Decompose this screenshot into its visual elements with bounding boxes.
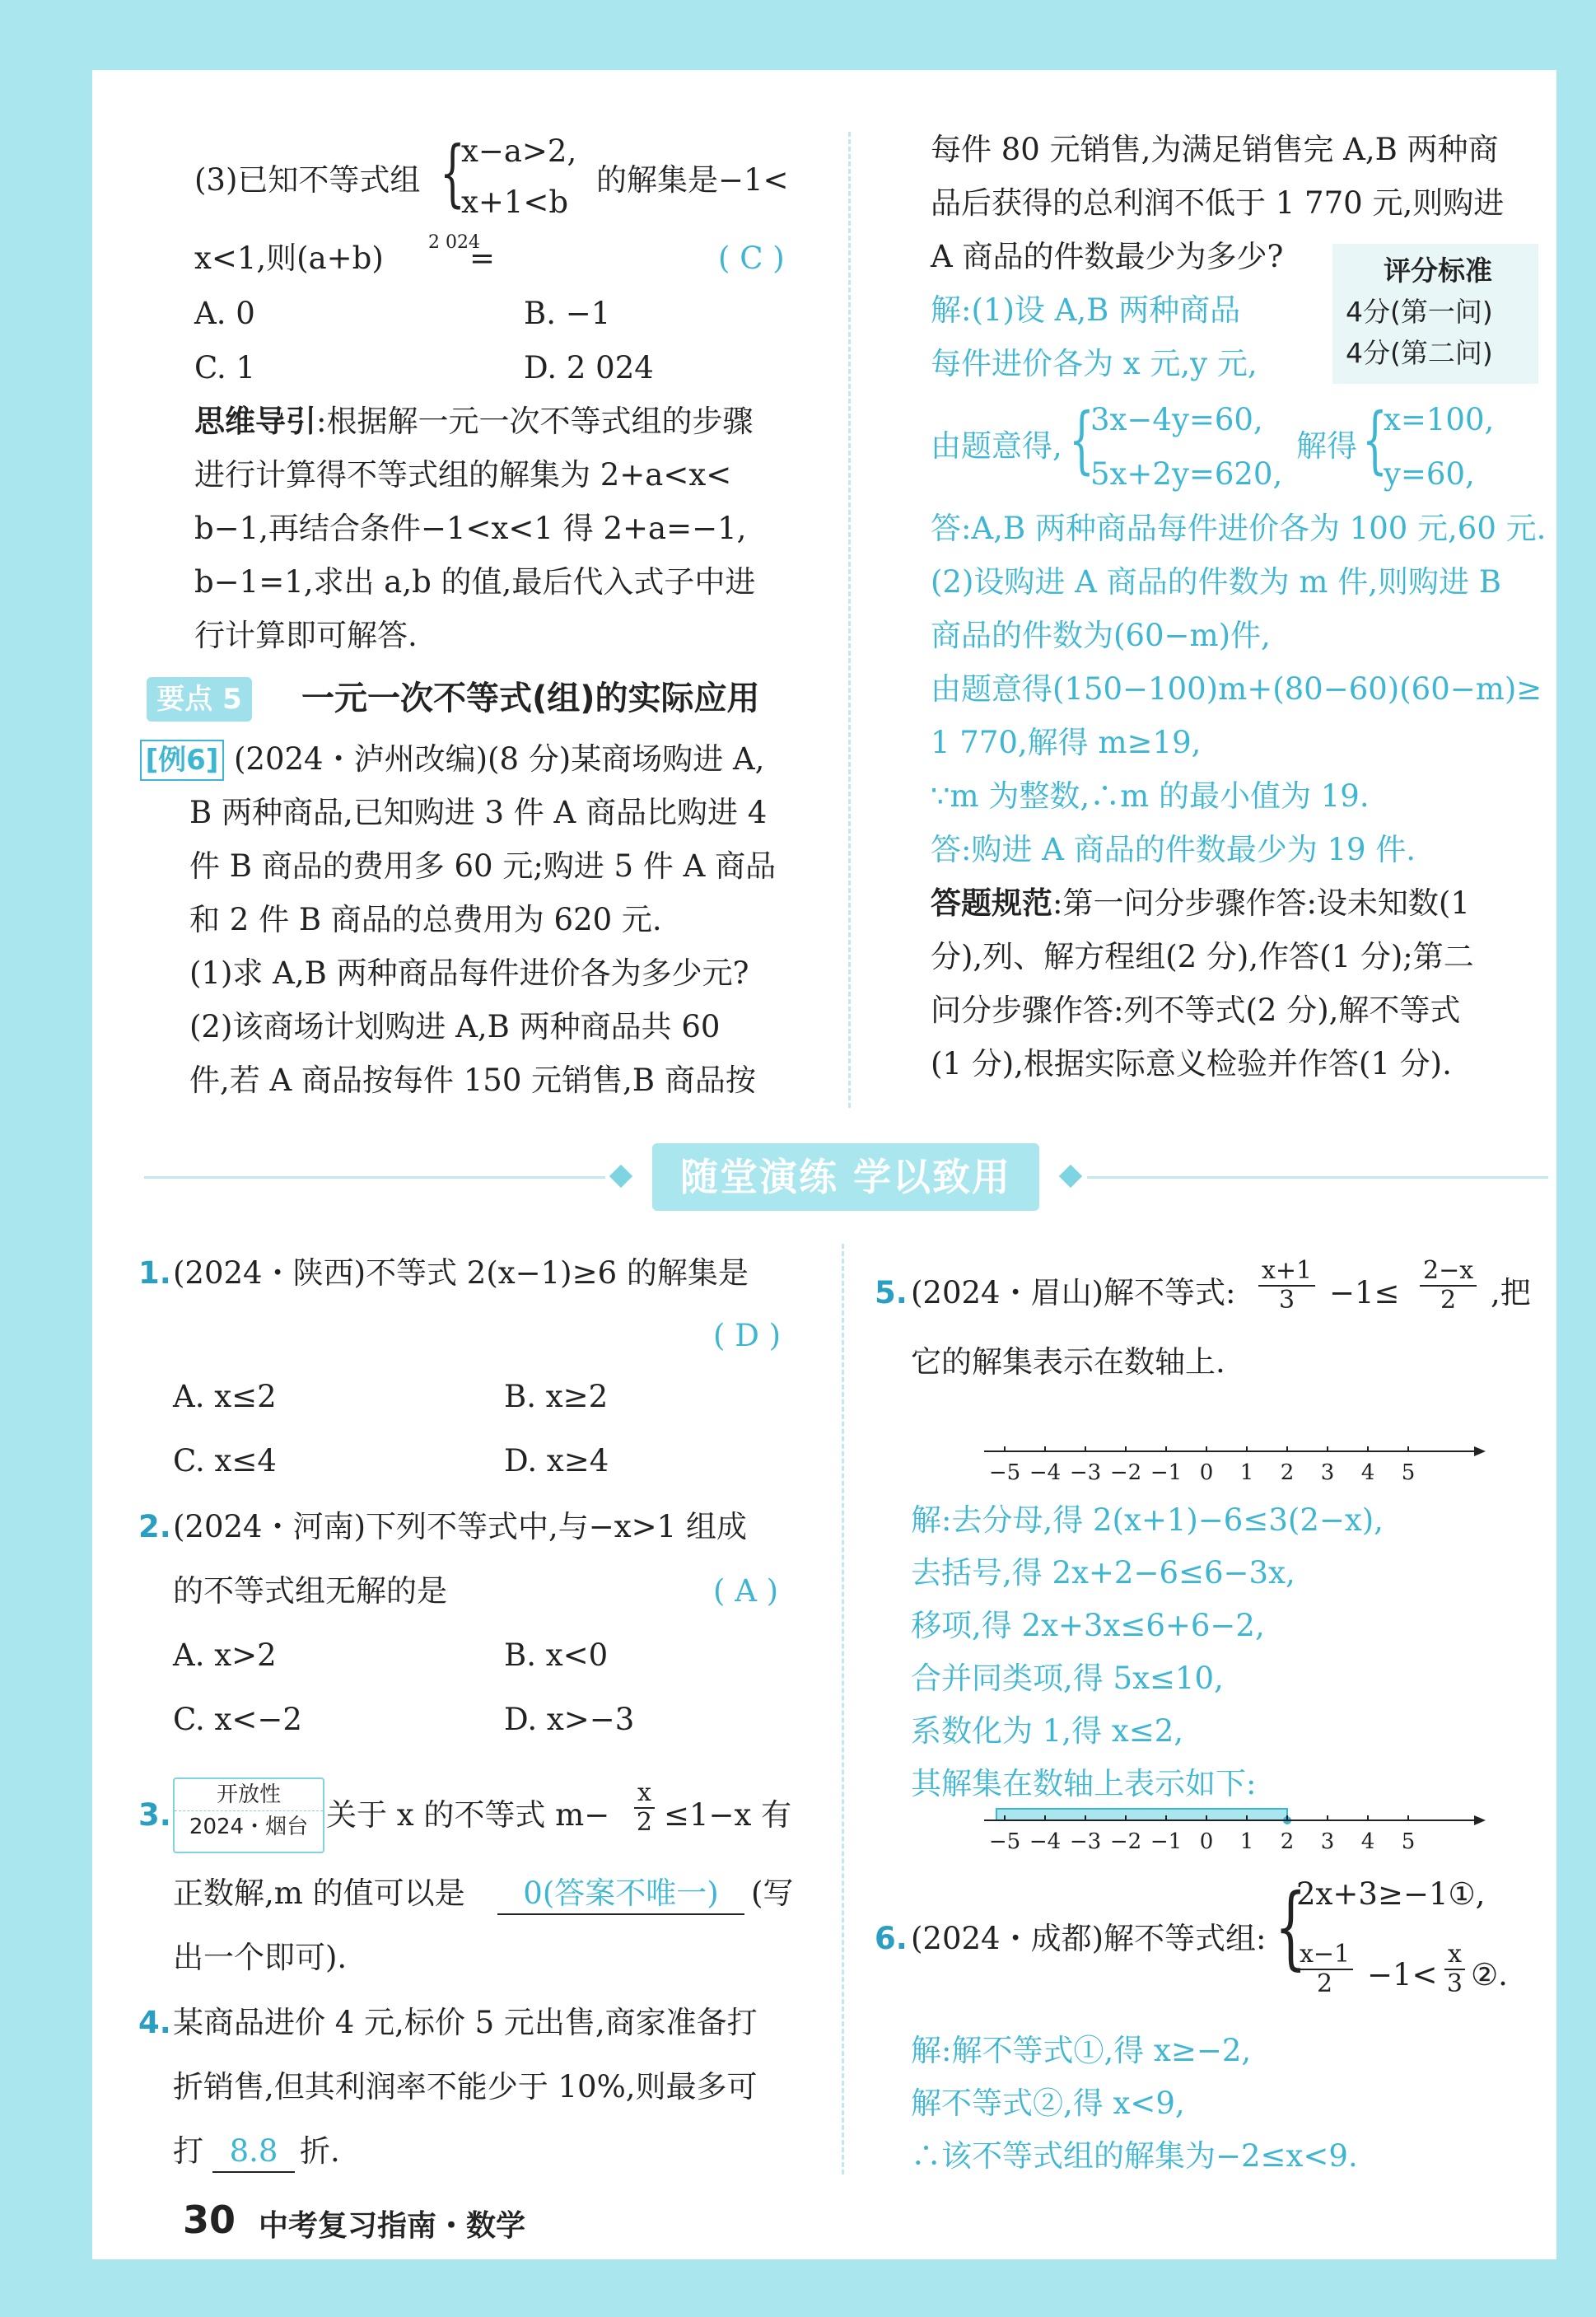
practice-banner: 随堂演练 学以致用 [652,1143,1039,1211]
example6-tag: [例6] [140,740,224,781]
q3-stem-a: (3)已知不等式组 [194,162,421,198]
ex6-line6: (2)该商场计划购进 A,B 两种商品共 60 [189,1009,721,1044]
ex6-line3: 件 B 商品的费用多 60 元;购进 5 件 A 商品 [189,848,777,884]
p1-answer: ( D ) [713,1318,782,1353]
score-item-1: 4分(第一问) [1346,296,1493,328]
axis-arrow [1474,1815,1486,1825]
p3-frac-num: x [634,1779,655,1809]
keypoint-badge: 要点 5 [147,677,252,722]
p6-stem: (2024・成都)解不等式组: [911,1921,1267,1956]
q3-option-b: B. −1 [524,296,611,331]
p2-option-b: B. x<0 [504,1637,609,1673]
guide-line5: 行计算即可解答. [194,618,418,653]
p3-line2-b: (写 [751,1876,794,1911]
norm-label: 答题规范 [931,885,1052,921]
guide-text-1: :根据解一元一次不等式组的步骤 [316,404,754,439]
p2-option-a: A. x>2 [173,1637,277,1673]
p2-option-c: C. x<−2 [173,1702,302,1737]
norm-line4: (1 分),根据实际意义检验并作答(1 分). [931,1046,1452,1081]
tick-label: −1 [1150,1460,1183,1485]
p5-f2-num: 2−x [1420,1257,1477,1287]
p1-option-c: C. x≤4 [173,1443,277,1478]
p2-stem2: 的不等式组无解的是 [173,1573,447,1609]
tick-label: 5 [1401,1460,1416,1485]
p5-sol-line3: 移项,得 2x+3x≤6+6−2, [911,1608,1265,1643]
norm-line2: 分),列、解方程组(2 分),作答(1 分);第二 [931,939,1474,974]
book-title: 中考复习指南・数学 [259,2209,526,2243]
p4-line3-a: 打 [173,2133,203,2169]
guide-line4: b−1=1,求出 a,b 的值,最后代入式子中进 [194,564,756,600]
p5-number-line-answer [980,1802,1507,1885]
p4-line1: 某商品进价 4 元,标价 5 元出售,商家准备打 [173,2005,758,2040]
page-number: 30 [183,2198,236,2242]
sol6-line8: ∵m 为整数,∴m 的最小值为 19. [931,778,1370,814]
p3-line3: 出一个即可). [173,1940,348,1975]
score-title: 评分标准 [1384,255,1492,287]
p5-number: 5. [875,1275,908,1310]
p3-tag-source: 2024・烟台 [175,1810,323,1843]
score-item-2: 4分(第二问) [1346,337,1493,369]
tick-label: 5 [1401,1829,1416,1854]
guide-line1 [194,402,753,441]
sol6-line4: (2)设购进 A 商品的件数为 m 件,则购进 B [931,564,1501,600]
sol6-eq1: 3x−4y=60, [1090,402,1263,437]
frame-right-border [1556,0,1596,2317]
p5-line2: 它的解集表示在数轴上. [911,1344,1225,1380]
p4-line2: 折销售,但其利润率不能少于 10%,则最多可 [173,2069,758,2104]
tick-label: −5 [988,1829,1021,1854]
p1-option-a: A. x≤2 [173,1379,277,1414]
p3-fraction [634,1779,655,1837]
q3-answer: ( C ) [718,241,785,276]
column-divider-bottom [842,1244,844,2175]
frame-left-border [0,0,92,2317]
tick-label: −4 [1029,1460,1062,1485]
tick-label: −5 [988,1460,1021,1485]
q3-stem-b: 的解集是−1< [596,162,789,198]
p5-fraction-2 [1420,1257,1477,1315]
column-divider-top [848,132,851,1108]
p6-sol-line2: 解不等式②,得 x<9, [911,2086,1185,2121]
p6-sol-line1: 解:解不等式①,得 x≥−2, [911,2033,1252,2068]
p6-sol-line3: ∴该不等式组的解集为−2≤x<9. [911,2138,1358,2174]
p6-fb-den: 3 [1446,1969,1463,1998]
frame-bottom-border [0,2259,1596,2317]
ex6-cont-line1: 每件 80 元销售,为满足销售完 A,B 两种商 [931,132,1499,167]
tick-label: 2 [1280,1460,1295,1485]
sol6-line1: 解:(1)设 A,B 两种商品 [931,292,1241,328]
p5-fraction-1 [1258,1257,1315,1315]
p5-f1-den: 3 [1279,1286,1295,1315]
p1-option-d: D. x≥4 [504,1443,609,1478]
solution-shading [996,1809,1287,1820]
p3-line2-a: 正数解,m 的值可以是 [173,1876,465,1911]
q3-brace: { [440,130,465,215]
frame-top-border [0,0,1596,70]
tick-label: −2 [1109,1460,1142,1485]
ex6-line7: 件,若 A 商品按每件 150 元销售,B 商品按 [189,1063,756,1098]
p3-number: 3. [138,1797,171,1833]
p5-sol-line1: 解:去分母,得 2(x+1)−6≤3(2−x), [911,1502,1384,1538]
keypoint-title: 一元一次不等式(组)的实际应用 [301,680,760,717]
ex6-line2: B 两种商品,已知购进 3 件 A 商品比购进 4 [189,795,768,830]
tick-label: 1 [1239,1829,1254,1854]
q3-system-line1: x−a>2, [461,133,577,169]
q3-stem-c: x<1,则(a+b) [194,241,384,276]
sol6-line5: 商品的件数为(60−m)件, [931,618,1271,653]
ex6-line5: (1)求 A,B 两种商品每件进价各为多少元? [189,955,749,991]
p5-stem-a: (2024・眉山)解不等式: [911,1275,1236,1310]
p5-sol-line2: 去括号,得 2x+2−6≤6−3x, [911,1555,1295,1591]
q3-option-a: A. 0 [194,296,255,331]
p5-sol-line4: 合并同类项,得 5x≤10, [911,1661,1224,1696]
tick-label: 0 [1199,1460,1214,1485]
p1-option-b: B. x≥2 [504,1379,609,1414]
tick-label: 3 [1320,1829,1335,1854]
tick-label: 4 [1360,1829,1375,1854]
guide-line2: 进行计算得不等式组的解集为 2+a<x< [194,457,732,493]
ex6-cont-line2: 品后获得的总利润不低于 1 770 元,则购进 [931,185,1505,221]
guide-line3: b−1,再结合条件−1<x<1 得 2+a=−1, [194,511,747,546]
sol6-line3: 答:A,B 两种商品每件进价各为 100 元,60 元. [931,511,1547,546]
ex6-line1: (2024・泸州改编)(8 分)某商场购进 A, [234,741,765,777]
sol6-res1: x=100, [1384,402,1495,437]
tick-label: −4 [1029,1829,1062,1854]
p1-stem: (2024・陕西)不等式 2(x−1)≥6 的解集是 [173,1255,749,1291]
sol6-line6: 由题意得(150−100)m+(80−60)(60−m)≥ [931,671,1542,707]
q3-system-line2: x+1<b [461,185,569,220]
tick-label: 2 [1280,1829,1295,1854]
p2-number: 2. [138,1509,171,1544]
p2-answer: ( A ) [713,1573,779,1609]
tick-label: −1 [1150,1829,1183,1854]
p3-stem-a: 关于 x 的不等式 m− [326,1797,610,1833]
norm-line1 [931,884,1470,923]
p3-stem-b: ≤1−x 有 [664,1797,792,1833]
p4-line3-b: 折. [300,2133,340,2169]
tick-label: 0 [1199,1829,1214,1854]
p3-blank-answer: 0(答案不唯一) [497,1874,744,1915]
q3-option-c: C. 1 [194,350,256,385]
norm-text-1: :第一问分步骤作答:设未知数(1 [1052,885,1470,921]
p5-stem-b: ,把 [1491,1275,1531,1310]
p4-number: 4. [138,2005,171,2040]
p5-sol-line5: 系数化为 1,得 x≤2, [911,1713,1183,1749]
sol6-line9: 答:购进 A 商品的件数最少为 19 件. [931,832,1416,867]
sol6-res2: y=60, [1384,456,1475,492]
banner-rule-left [144,1176,605,1179]
q3-option-d: D. 2 024 [524,350,654,385]
tick-label: −2 [1109,1829,1142,1854]
p3-tag [173,1777,324,1853]
p6-fa-den: 2 [1317,1969,1333,1998]
p2-option-d: D. x>−3 [504,1702,635,1737]
sol6-line7: 1 770,解得 m≥19, [931,725,1202,760]
p6-brace: { [1275,1874,1307,1979]
p6-frac-a [1296,1941,1353,1998]
p6-fa-num: x−1 [1296,1941,1353,1970]
p1-number: 1. [138,1255,171,1291]
p5-mid: −1≤ [1329,1275,1400,1310]
p6-ineq1: 2x+3≥−1①, [1296,1876,1486,1912]
sol6-brace-right: { [1362,397,1388,482]
sol6-brace-left: { [1069,397,1094,482]
p5-f1-num: x+1 [1258,1257,1315,1287]
p6-fb-num: x [1444,1941,1465,1970]
p6-number: 6. [875,1921,908,1956]
p5-f2-den: 2 [1440,1286,1457,1315]
tick-label: −3 [1069,1829,1102,1854]
sol6-solve-label: 解得 [1296,428,1357,464]
q3-power: 2 024 [428,232,480,253]
norm-line3: 问分步骤作答:列不等式(2 分),解不等式 [931,993,1461,1028]
p6-ineq2-end: ②. [1471,1957,1508,1992]
guide-label: 思维导引 [194,404,316,439]
p3-frac-den: 2 [636,1808,652,1837]
q3-equals: = [469,241,496,276]
ex6-line4: 和 2 件 B 商品的总费用为 620 元. [189,902,662,937]
tick-label: 1 [1239,1460,1254,1485]
sol6-given-label: 由题意得, [931,428,1062,464]
tick-label: 3 [1320,1460,1335,1485]
sol6-eq2: 5x+2y=620, [1090,456,1283,492]
p6-ineq2-mid: −1< [1367,1957,1438,1992]
p5-number-line-question [980,1433,1507,1507]
banner-rule-right [1087,1176,1548,1179]
p2-stem1: (2024・河南)下列不等式中,与−x>1 组成 [173,1509,747,1544]
tick-label: −3 [1069,1460,1102,1485]
p5-sol-line6: 其解集在数轴上表示如下: [911,1766,1257,1801]
p6-frac-b [1444,1941,1465,1998]
axis-arrow [1474,1446,1486,1456]
tick-label: 4 [1360,1460,1375,1485]
p3-tag-open: 开放性 [216,1782,281,1807]
sol6-line2: 每件进价各为 x 元,y 元, [931,346,1258,381]
p4-blank-answer: 8.8 [212,2132,295,2173]
ex6-cont-line3: A 商品的件数最少为多少? [931,239,1284,274]
